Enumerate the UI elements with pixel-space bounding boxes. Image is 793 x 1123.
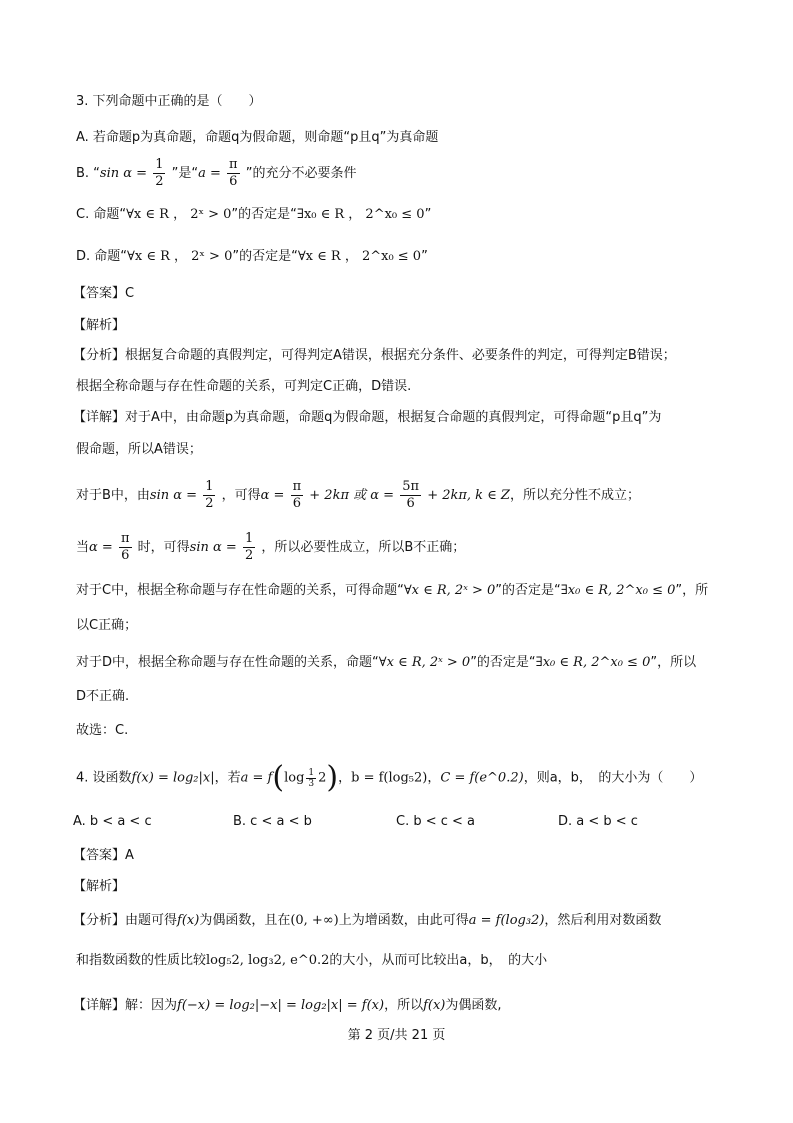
log-base-one-third: $\frac{1}{3}$ (308, 767, 315, 789)
q4-answer: 【答案】A (73, 848, 134, 863)
q3-answer: 【答案】C (73, 286, 135, 301)
q3-option-c: C. 命题“∀x ∈ R ， 2ˣ > 0”的否定是“∃x₀ ∈ R ， 2^x₀ ≤ 0” (76, 207, 432, 222)
fraction-pi-six: $\frac{\pi}{6}$ (292, 479, 302, 511)
q3-b-analysis-line2: 当α = $\frac{\pi}{6}$ 时，可得sin α = $\frac{1}{2}$ ，所以必要性成立，所以B不正确； (76, 531, 466, 563)
q3-xiangjie-line2: 假命题，所以A错误； (76, 442, 202, 457)
q3-analysis-heading: 【解析】 (73, 318, 126, 333)
q3-option-d: D. 命题“∀x ∈ R ， 2ˣ > 0”的否定是“∀x ∈ R ， 2^x₀ ≤ 0” (76, 249, 428, 264)
q3-fenxi-line1: 【分析】根据复合命题的真假判定，可得判定A错误，根据充分条件、必要条件的判定，可得判定B错误； (73, 348, 676, 363)
right-paren-large: ) (326, 760, 339, 795)
q3-d-analysis-line2: D不正确. (76, 689, 130, 704)
q3-fenxi-line2: 根据全称命题与存在性命题的关系，可判定C正确，D错误. (76, 379, 412, 394)
q4-fenxi-line1: 【分析】由题可得f(x)为偶函数，且在(0, +∞)上为增函数，由此可得a = f(log₃2)，然后利用对数函数 (73, 913, 662, 928)
q3-xiangjie-line1: 【详解】对于A中，由命题p为真命题，命题q为假命题，根据复合命题的真假判定，可得命题“p且q”为 (73, 410, 662, 425)
q4-fenxi-line2: 和指数函数的性质比较log₅2, log₃2, e^0.2的大小，从而可比较出a，b， 的大小 (76, 953, 548, 968)
q4-option-d: D. a < b < c (558, 814, 638, 829)
fraction-5pi-six: $\frac{5\pi}{6}$ (402, 479, 420, 511)
left-paren-large: ( (272, 760, 285, 795)
page-footer: 第 2 页/共 21 页 (347, 1028, 446, 1043)
q4-analysis-heading: 【解析】 (73, 879, 126, 894)
q4-xiangjie-line1: 【详解】解：因为f(−x) = log₂|−x| = log₂|x| = f(x)，所以f(x)为偶函数, (73, 998, 502, 1013)
q4-option-a: A. b < a < c (73, 814, 152, 829)
q4-option-b: B. c < a < b (233, 814, 312, 829)
fraction-pi-six: $\frac{\pi}{6}$ (229, 157, 238, 189)
q3-stem: 3. 下列命题中正确的是（ ） (76, 94, 262, 109)
fraction-one-half: $\frac{1}{2}$ (205, 479, 214, 511)
q3-option-a: A. 若命题p为真命题，命题q为假命题，则命题“p且q”为真命题 (76, 130, 439, 145)
q3-option-b: B. “sin α = $\frac{1}{2}$ ”是“a = $\frac{\pi}{6}$ ”的充分不必要条件 (76, 157, 357, 189)
fraction-one-half: $\frac{1}{2}$ (155, 157, 164, 189)
fraction-pi-six: $\frac{\pi}{6}$ (120, 531, 130, 563)
q3-b-analysis-line1: 对于B中，由sin α = $\frac{1}{2}$ ，可得α = $\frac{\pi}{6}$ + 2kπ 或 α = $\frac{5\pi}{6}$ + 2kπ, k ∈ Z，所以充分性不成立； (76, 479, 640, 511)
q3-c-analysis-line1: 对于C中，根据全称命题与存在性命题的关系，可得命题“∀x ∈ R, 2ˣ > 0”的否定是“∃x₀ ∈ R, 2^x₀ ≤ 0”，所 (76, 583, 709, 598)
fraction-one-half: $\frac{1}{2}$ (244, 531, 254, 563)
q3-d-analysis-line1: 对于D中，根据全称命题与存在性命题的关系，命题“∀x ∈ R, 2ˣ > 0”的否定是“∃x₀ ∈ R, 2^x₀ ≤ 0”，所以 (76, 655, 697, 670)
q3-choose: 故选：C. (76, 723, 129, 738)
q3-c-analysis-line2: 以C正确； (76, 618, 138, 633)
q4-option-c: C. b < c < a (396, 814, 476, 829)
q4-stem: 4. 设函数f(x) = log₂|x|，若a = f(log $\frac{1}{3}$ 2)，b = f(log₅2)，C = f(e^0.2)，则a，b， 的大小为（ ） (76, 760, 703, 795)
